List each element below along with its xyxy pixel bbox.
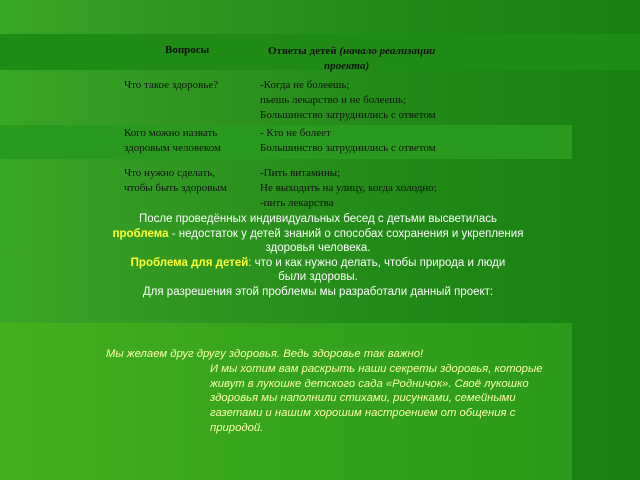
problem-text: - недостаток у детей знаний о способах сохранения и укрепления [168,227,524,240]
summary-kids-problem-line [98,256,538,271]
summary-line: Для разрешения этой проблемы мы разработали данный проект: [142,285,494,298]
poem-line-2-wrap [106,362,546,436]
summary-problem-line [98,227,538,242]
question-line: чтобы быть здоровым [124,182,227,194]
table-row-1-question [124,78,259,93]
poem-line-1: Мы желаем друг другу здоровья. Ведь здоровье так важно! [106,348,424,360]
answers-header-bold: Ответы детей [268,45,337,57]
answer-line: -Когда не болеешь; [260,79,350,91]
summary-line: здоровья человека. [265,242,371,255]
kids-problem-label: Проблема для детей [130,256,249,269]
answers-header [268,44,488,74]
kids-problem-text: : что и как нужно делать, чтобы природа и люди [248,256,506,269]
question-line: Что нужно сделать, [124,167,216,179]
poem-line-2: И мы хотим вам раскрыть наши секреты здоровья, которые живут в лукошке детского сада «Родничок». Своё лукошко здоровья мы наполнили стихами, рисунками, семейными газетами и нашим хорошим настроением от общения с природой. [210,362,543,434]
answers-header-italic-1: (начало реализации [339,45,436,57]
summary-line: После проведённых индивидуальных бесед с детьми высветилась [138,213,498,225]
question-line: здоровым человеком [124,142,221,154]
answer-line: -пить лекарства [260,197,334,209]
table-row-2-question [124,126,259,156]
table-row-1-answer [260,78,520,123]
answer-line: Большинство затруднились с ответом [260,109,436,121]
summary-line: были здоровы. [278,271,358,284]
question-line: Что такое здоровье? [124,79,219,91]
question-line: Кого можно назвать [124,127,218,139]
answer-line: Не выходить на улицу, когда холодно; [260,182,437,194]
table-row-3-question [124,166,259,196]
poem-text [106,347,546,436]
answer-line: - Кто не болеет [260,127,331,139]
answer-line: -Пить витамины; [260,167,341,179]
summary-text [98,212,538,300]
questions-header: Вопросы [165,44,210,56]
answer-line: Большинство затруднились с ответом [260,142,436,154]
table-row-2-answer [260,126,520,156]
table-row-3-answer [260,166,520,211]
problem-label: проблема [112,227,169,240]
answer-line: пьешь лекарство и не болеешь; [260,94,406,106]
answers-header-italic-2: проекта) [324,60,370,72]
